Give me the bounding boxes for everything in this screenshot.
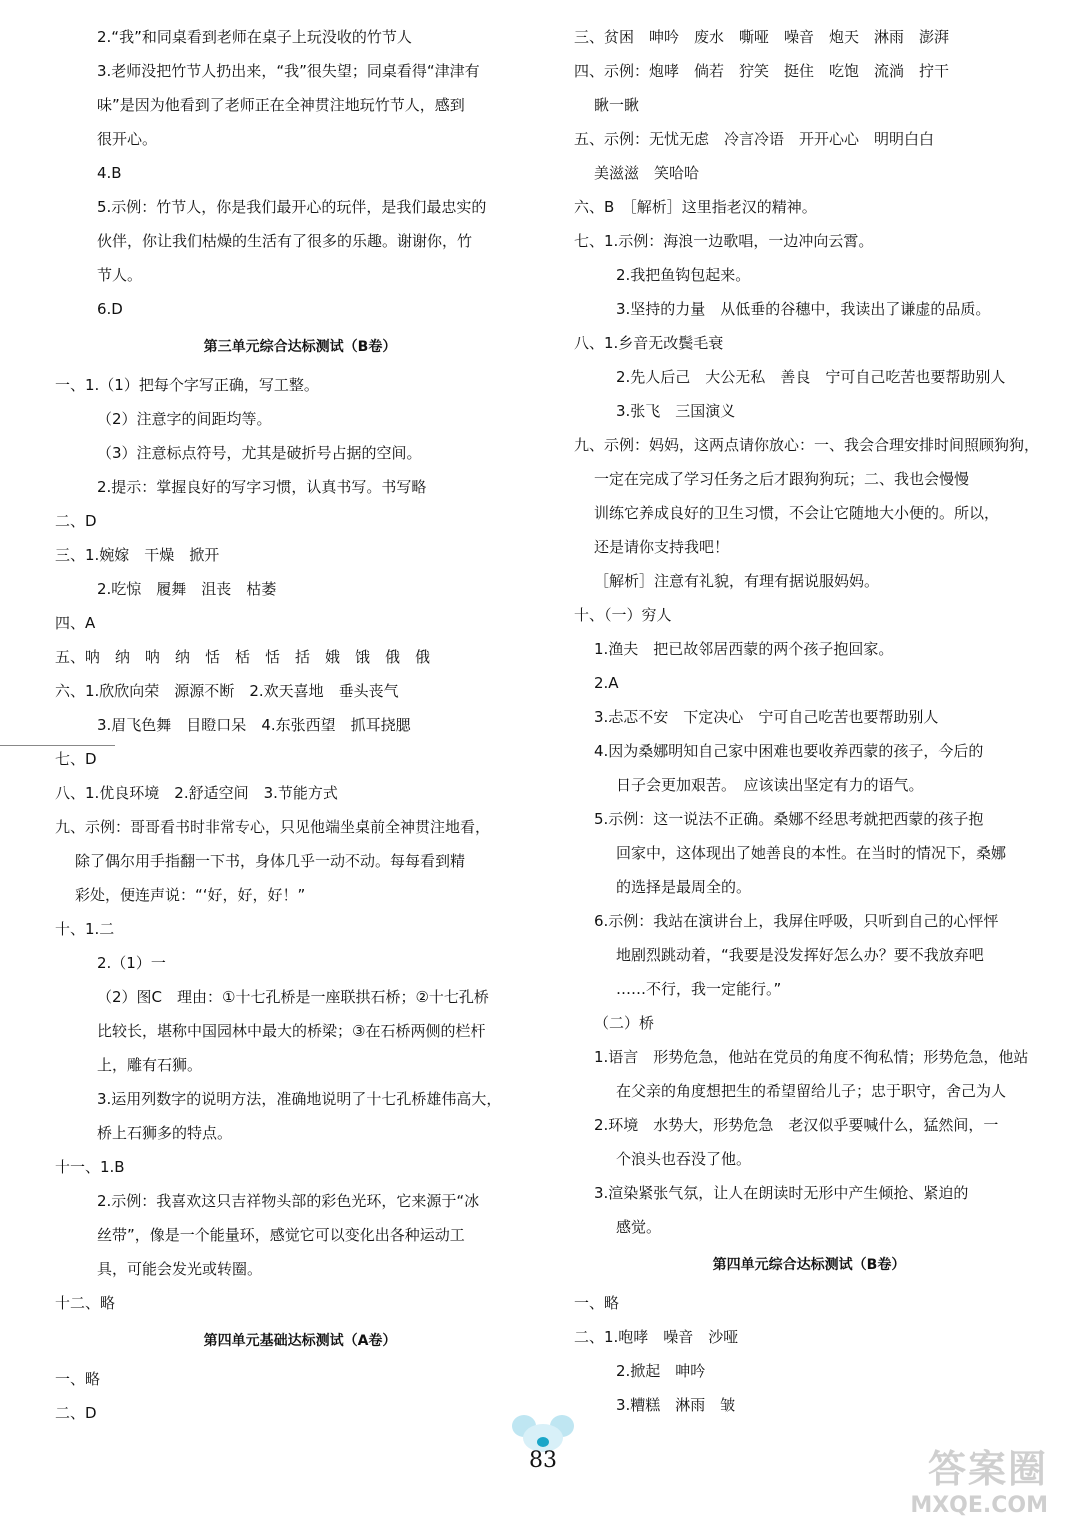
answer-line: 2.“我”和同桌看到老师在桌子上玩没收的竹节人 <box>97 28 412 46</box>
answer-line: 2.（1）一 <box>97 954 166 972</box>
answer-line: 十二、略 <box>55 1294 116 1312</box>
left-column <box>55 20 545 1430</box>
answer-line: 2.先人后己 大公无私 善良 宁可自己吃苦也要帮助别人 <box>616 368 1006 386</box>
answer-line: 3.渲染紧张气氛，让人在朗读时无形中产生倾抢、紧迫的 <box>594 1184 969 1202</box>
answer-line: 3.忐忑不安 下定决心 宁可自己吃苦也要帮助别人 <box>594 708 939 726</box>
answer-line: 回家中，这体现出了她善良的本性。在当时的情况下，桑娜 <box>616 844 1007 862</box>
answer-line: 3.张飞 三国演义 <box>616 402 736 420</box>
answer-line: 八、1.优良环境 2.舒适空间 3.节能方式 <box>55 784 338 802</box>
answer-line: 二、D <box>55 1404 97 1422</box>
right-column <box>574 20 1044 1422</box>
answer-line: 2.吃惊 履舞 沮丧 枯萎 <box>97 580 277 598</box>
answer-line: 一定在完成了学习任务之后才跟狗狗玩；二、我也会慢慢 <box>594 470 970 488</box>
answer-line: 彩处，便连声说：“‘好，好，好！” <box>75 886 306 904</box>
answer-line: 的选择是最周全的。 <box>616 878 752 896</box>
page-number: 83 <box>529 1448 557 1473</box>
answer-line: 3.运用列数字的说明方法，准确地说明了十七孔桥雄伟高大， <box>97 1090 502 1108</box>
answer-line: 6.D <box>97 300 123 318</box>
answer-line: 感觉。 <box>616 1218 662 1236</box>
answer-line: 四、A <box>55 614 96 632</box>
answer-line: 丝带”，像是一个能量环，感觉它可以变化出各种运动工 <box>97 1226 465 1244</box>
koala-mascot-icon <box>508 1412 578 1452</box>
answer-line: 十、（一）穷人 <box>574 606 672 624</box>
section-heading: 第四单元基础达标测试（A卷） <box>203 1333 397 1349</box>
answer-line: 3.眉飞色舞 目瞪口呆 4.东张西望 抓耳挠腮 <box>97 716 411 734</box>
answer-line: （3）注意标点符号，尤其是破折号占据的空间。 <box>97 444 422 462</box>
answer-line: 比较长，堪称中国园林中最大的桥梁；③在石桥两侧的栏杆 <box>97 1022 486 1040</box>
answer-line: 九、示例：妈妈，这两点请你放心：一、我会合理安排时间照顾狗狗， <box>574 436 1040 454</box>
answer-line: 2.A <box>594 674 619 692</box>
answer-line: 很开心。 <box>97 130 158 148</box>
answer-line: 1.渔夫 把已故邻居西蒙的两个孩子抱回家。 <box>594 640 894 658</box>
divider-line <box>0 745 115 746</box>
answer-line: 除了偶尔用手指翻一下书，身体几乎一动不动。每每看到精 <box>75 852 466 870</box>
answer-line: 2.提示：掌握良好的写字习惯，认真书写。书写略 <box>97 478 427 496</box>
answer-line: 六、B ［解析］这里指老汉的精神。 <box>574 198 817 216</box>
answer-line: 日子会更加艰苦。 应该读出坚定有力的语气。 <box>616 776 924 794</box>
answer-line: 2.环境 水势大，形势危急 老汉似乎要喊什么，猛然间，一 <box>594 1116 999 1134</box>
answer-line: 五、示例：无忧无虑 冷言冷语 开开心心 明明白白 <box>574 130 935 148</box>
answer-line: 三、贫困 呻吟 废水 嘶哑 噪音 炮天 淋雨 澎湃 <box>574 28 950 46</box>
answer-line: 训练它养成良好的卫生习惯，不会让它随地大小便的。所以， <box>594 504 1000 522</box>
answer-line: 2.我把鱼钩包起来。 <box>616 266 751 284</box>
answer-line: 在父亲的角度想把生的希望留给儿子；忠于职守，舍己为人 <box>616 1082 1007 1100</box>
answer-line: 三、1.婉嫁 干燥 掀开 <box>55 546 220 564</box>
watermark <box>848 1438 1048 1528</box>
answer-line: 还是请你支持我吧！ <box>594 538 730 556</box>
answer-line: （2）图C 理由：①十七孔桥是一座联拱石桥；②十七孔桥 <box>97 988 489 1006</box>
answer-line: 九、示例：哥哥看书时非常专心，只见他端坐桌前全神贯注地看， <box>55 818 491 836</box>
answer-line: 二、D <box>55 512 97 530</box>
answer-line: 4.因为桑娜明知自己家中困难也要收养西蒙的孩子，今后的 <box>594 742 984 760</box>
answer-line: 十一、1.B <box>55 1158 125 1176</box>
answer-line: 2.示例：我喜欢这只吉祥物头部的彩色光环，它来源于“冰 <box>97 1192 480 1210</box>
answer-line: 4.B <box>97 164 122 182</box>
answer-line: 5.示例：竹节人，你是我们最开心的玩伴，是我们最忠实的 <box>97 198 487 216</box>
answer-line: 上，雕有石狮。 <box>97 1056 203 1074</box>
answer-line: 6.示例：我站在演讲台上，我屏住呼吸，只听到自己的心怦怦 <box>594 912 999 930</box>
answer-line: 一、略 <box>574 1294 620 1312</box>
answer-line: 瞅一瞅 <box>594 96 640 114</box>
answer-line: 5.示例：这一说法不正确。桑娜不经思考就把西蒙的孩子抱 <box>594 810 984 828</box>
answer-line: 地剧烈跳动着，“我要是没发挥好怎么办？要不我放弃吧 <box>616 946 984 964</box>
answer-line: （2）注意字的间距均等。 <box>97 410 272 428</box>
answer-line: 五、呐 纳 呐 纳 恬 栝 恬 括 娥 饿 俄 俄 <box>55 648 431 666</box>
answer-line: 十、1.二 <box>55 920 115 938</box>
answer-line: 3.老师没把竹节人扔出来，“我”很失望；同桌看得“津津有 <box>97 62 480 80</box>
answer-line: 二、1.咆哮 噪音 沙哑 <box>574 1328 739 1346</box>
answer-line: 个浪头也吞没了他。 <box>616 1150 752 1168</box>
answer-line: 具，可能会发光或转圈。 <box>97 1260 263 1278</box>
answer-line: （二）桥 <box>594 1014 655 1032</box>
answer-line: ……不行，我一定能行。” <box>616 980 782 998</box>
answer-line: 七、D <box>55 750 97 768</box>
section-heading: 第四单元综合达标测试（B卷） <box>712 1257 906 1273</box>
answer-line: 一、1.（1）把每个字写正确，写工整。 <box>55 376 319 394</box>
answer-line: 八、1.乡音无改鬓毛衰 <box>574 334 724 352</box>
answer-line: 2.掀起 呻吟 <box>616 1362 706 1380</box>
answer-line: 四、示例：炮哮 倘若 狞笑 挺住 吃饱 流淌 拧干 <box>574 62 950 80</box>
answer-line: 一、略 <box>55 1370 101 1388</box>
answer-line: 节人。 <box>97 266 143 284</box>
watermark-url: MXQE.COM <box>910 1493 1048 1518</box>
answer-line: 七、1.示例：海浪一边歌唱，一边冲向云霄。 <box>574 232 874 250</box>
answer-line: 美滋滋 笑哈哈 <box>594 164 700 182</box>
watermark-logo: 答案圈 <box>927 1447 1048 1491</box>
answer-line: 伙伴，你让我们枯燥的生活有了很多的乐趣。谢谢你，竹 <box>97 232 473 250</box>
answer-line: 3.坚持的力量 从低垂的谷穗中，我读出了谦虚的品质。 <box>616 300 991 318</box>
answer-line: 3.糟糕 淋雨 皱 <box>616 1396 736 1414</box>
answer-line: 1.语言 形势危急，他站在党员的角度不徇私情；形势危急，他站 <box>594 1048 1029 1066</box>
answer-line: 六、1.欣欣向荣 源源不断 2.欢天喜地 垂头丧气 <box>55 682 399 700</box>
answer-line: 味”是因为他看到了老师正在全神贯注地玩竹节人，感到 <box>97 96 465 114</box>
answer-line: 桥上石狮多的特点。 <box>97 1124 233 1142</box>
answer-line: ［解析］注意有礼貌，有理有据说服妈妈。 <box>594 572 880 590</box>
section-heading: 第三单元综合达标测试（B卷） <box>203 339 397 355</box>
